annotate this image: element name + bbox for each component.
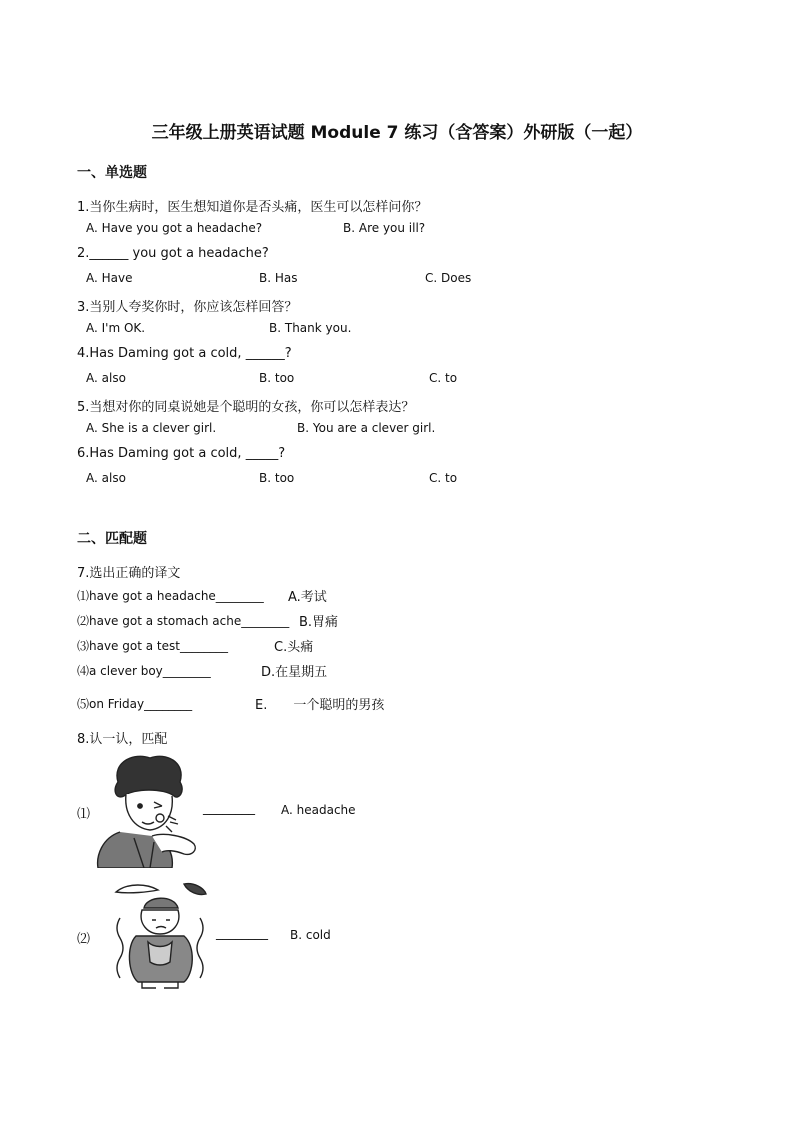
child-cold-illustration — [108, 878, 212, 990]
question-4-option-a[interactable]: A. also — [86, 371, 126, 385]
question-1-stem: 1.当你生病时，医生想知道你是否头痛，医生可以怎样问你？ — [77, 200, 428, 215]
question-1-option-b[interactable]: B. Are you ill? — [343, 221, 426, 235]
question-7-choice-c: C.头痛 — [274, 640, 314, 655]
question-6-stem: 6.Has Daming got a cold, _____? — [77, 446, 286, 461]
question-2-stem: 2.______ you got a headache? — [77, 246, 269, 261]
question-8-stem: 8.认一认，匹配 — [77, 732, 168, 747]
section-heading-matching: 二、匹配题 — [77, 531, 147, 547]
question-3-option-b[interactable]: B. Thank you. — [269, 321, 352, 335]
question-7-item-1: ⑴have got a headache________ — [77, 589, 264, 603]
question-1-option-a[interactable]: A. Have you got a headache? — [86, 221, 263, 235]
question-7-choice-d: D.在星期五 — [261, 665, 328, 680]
question-7-item-2: ⑵have got a stomach ache________ — [77, 614, 290, 628]
question-8-item-1-blank[interactable]: ________ — [203, 801, 255, 816]
question-8-item-2-blank[interactable]: ________ — [216, 926, 268, 941]
question-8-item-1-number: ⑴ — [77, 807, 91, 822]
question-7-item-4: ⑷a clever boy________ — [77, 664, 211, 678]
question-8-item-1-answer: A. headache — [281, 803, 356, 817]
question-5-stem: 5.当想对你的同桌说她是个聪明的女孩，你可以怎样表达？ — [77, 400, 415, 415]
question-3-option-a[interactable]: A. I'm OK. — [86, 321, 146, 335]
question-7-item-5: ⑸on Friday________ — [77, 697, 193, 711]
question-7-item-3: ⑶have got a test________ — [77, 639, 228, 653]
question-7-choice-b: B.胃痛 — [299, 615, 339, 630]
question-7-choice-a: A.考试 — [288, 590, 327, 605]
question-6-option-b[interactable]: B. too — [259, 471, 295, 485]
question-5-option-a[interactable]: A. She is a clever girl. — [86, 421, 217, 435]
question-2-option-c[interactable]: C. Does — [425, 271, 472, 285]
question-2-option-b[interactable]: B. Has — [259, 271, 298, 285]
question-4-option-c[interactable]: C. to — [429, 371, 458, 385]
question-4-option-b[interactable]: B. too — [259, 371, 295, 385]
boy-headache-illustration — [94, 752, 200, 868]
question-7-choice-e: E. 一个聪明的男孩 — [255, 698, 385, 713]
page-title: 三年级上册英语试题 Module 7 练习（含答案）外研版（一起） — [151, 123, 643, 143]
question-8-item-2-answer: B. cold — [290, 928, 331, 942]
question-5-option-b[interactable]: B. You are a clever girl. — [297, 421, 436, 435]
section-heading-single-choice: 一、单选题 — [77, 165, 147, 181]
question-6-option-a[interactable]: A. also — [86, 471, 126, 485]
question-4-stem: 4.Has Daming got a cold, ______? — [77, 346, 292, 361]
question-2-option-a[interactable]: A. Have — [86, 271, 133, 285]
question-6-option-c[interactable]: C. to — [429, 471, 458, 485]
question-3-stem: 3.当别人夸奖你时，你应该怎样回答？ — [77, 300, 298, 315]
question-7-stem: 7.选出正确的译文 — [77, 566, 181, 581]
question-8-item-2-number: ⑵ — [77, 932, 91, 947]
